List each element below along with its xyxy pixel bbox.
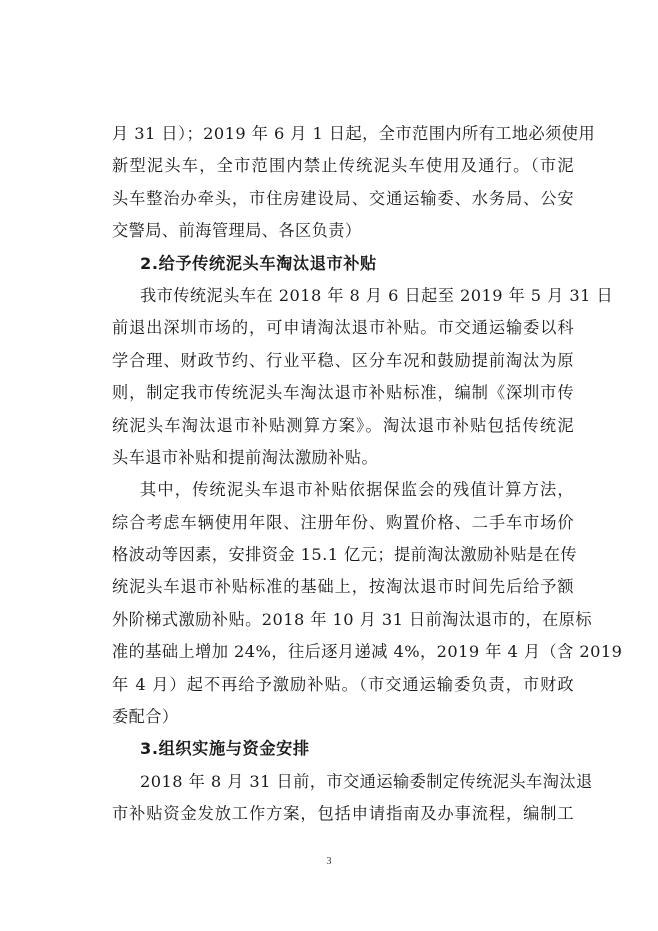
paragraph-line: 2018 年 8 月 31 日前，市交通运输委制定传统泥头车淘汰退 bbox=[140, 771, 593, 791]
paragraph-line: 前退出深圳市场的，可申请淘汰退市补贴。市交通运输委以科 bbox=[112, 318, 574, 338]
section-heading: 2.给予传统泥头车淘汰退市补贴 bbox=[140, 253, 377, 273]
paragraph-line: 我市传统泥头车在 2018 年 8 月 6 日起至 2019 年 5 月 31 日 bbox=[140, 285, 614, 305]
paragraph-line: 头车退市补贴和提前淘汰激励补贴。 bbox=[112, 447, 379, 467]
paragraph-line: 年 4 月）起不再给予激励补贴。（市交通运输委负责，市财政 bbox=[112, 674, 574, 694]
paragraph-line: 学合理、财政节约、行业平稳、区分车况和鼓励提前淘汰为原 bbox=[112, 350, 574, 370]
paragraph-line: 委配合） bbox=[112, 707, 179, 727]
paragraph-line: 新型泥头车，全市范围内禁止传统泥头车使用及通行。（市泥 bbox=[112, 156, 574, 176]
paragraph-line: 则，制定我市传统泥头车淘汰退市补贴标准，编制《深圳市传 bbox=[112, 383, 574, 403]
paragraph-line: 其中，传统泥头车退市补贴依据保监会的残值计算方法， bbox=[140, 480, 574, 500]
paragraph-line: 外阶梯式激励补贴。2018 年 10 月 31 日前淘汰退市的，在原标 bbox=[112, 609, 592, 629]
paragraph-line: 月 31 日）；2019 年 6 月 1 日起，全市范围内所有工地必须使用 bbox=[112, 124, 596, 143]
paragraph-line: 准的基础上增加 24%，往后逐月递减 4%，2019 年 4 月（含 2019 bbox=[112, 642, 623, 662]
document-body bbox=[112, 118, 623, 831]
paragraph-line: 市补贴资金发放工作方案，包括申请指南及办事流程，编制工 bbox=[112, 804, 574, 824]
paragraph-line: 统泥头车退市补贴标准的基础上，按淘汰退市时间先后给予额 bbox=[112, 577, 574, 597]
section-heading: 3.组织实施与资金安排 bbox=[140, 739, 310, 759]
paragraph-line: 格波动等因素，安排资金 15.1 亿元；提前淘汰激励补贴是在传 bbox=[112, 545, 577, 565]
paragraph-line: 综合考虑车辆使用年限、注册年份、购置价格、二手车市场价 bbox=[112, 512, 574, 532]
paragraph-line: 交警局、前海管理局、各区负责） bbox=[112, 221, 362, 241]
paragraph-line: 统泥头车淘汰退市补贴测算方案》。淘汰退市补贴包括传统泥 bbox=[112, 415, 574, 435]
page-number: 3 bbox=[326, 856, 332, 867]
paragraph-line: 头车整治办牵头，市住房建设局、交通运输委、水务局、公安 bbox=[112, 188, 574, 208]
